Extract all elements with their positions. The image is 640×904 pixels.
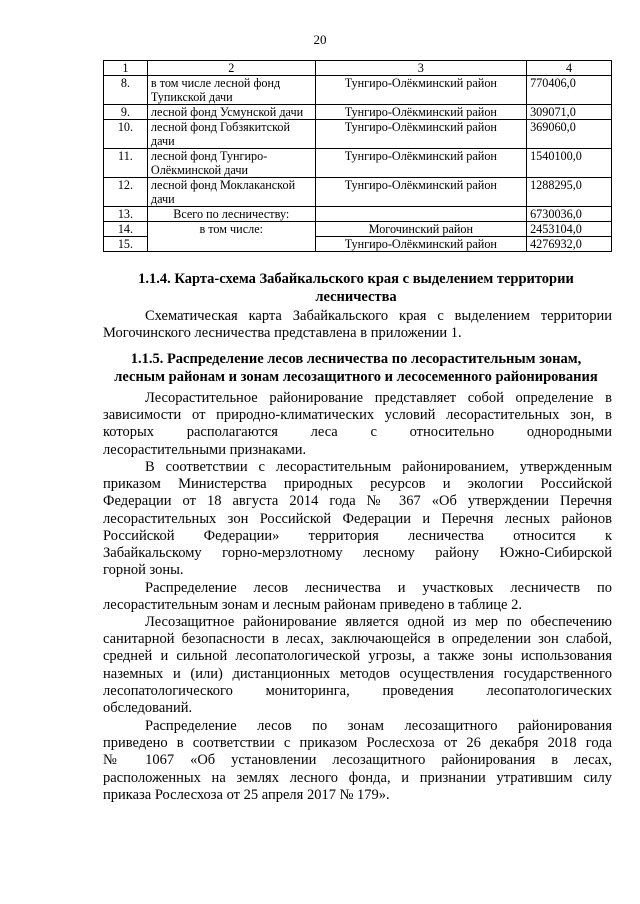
text-line: Лесорастительное районирование представляет собой определение в xyxy=(145,390,612,406)
text-line: приказа Рослесхоза от 25 апреля 2017 № 179». xyxy=(103,786,390,803)
row-district: Могочинский район xyxy=(315,222,527,237)
section-114-paragraph xyxy=(103,308,612,342)
page-number: 20 xyxy=(313,32,327,47)
text-line: приведено в соответствии с приказом Рослесхоза от 26 декабря 2018 года xyxy=(103,735,612,752)
row-area: 4276932,0 xyxy=(527,237,612,252)
row-name: в том числе: xyxy=(147,222,315,252)
row-area: 309071,0 xyxy=(527,105,612,120)
paragraph-ministry-order xyxy=(103,459,612,579)
text-line: лесорастительных зон Российской Федерации и Перечня лесных районов xyxy=(103,510,612,527)
text-line: Распределение лесов по зонам лесозащитного районирования xyxy=(145,718,612,734)
row-district: Тунгиро-Олёкминский район xyxy=(315,76,527,105)
table-header-row xyxy=(104,61,612,76)
text-line: средней и сильной лесопатологической угрозы, а также зоны использования xyxy=(103,648,612,665)
row-district xyxy=(315,207,527,222)
row-number: 8. xyxy=(104,76,148,105)
text-line: которых располагаются леса с относительно однородными xyxy=(103,424,612,441)
row-area: 369060,0 xyxy=(527,120,612,149)
row-area: 1540100,0 xyxy=(527,149,612,178)
row-district: Тунгиро-Олёкминский район xyxy=(315,149,527,178)
text-line: В соответствии с лесорастительным районированием, утвержденным xyxy=(145,459,612,475)
text-line: лесорастительными признаками. xyxy=(103,441,307,458)
text-line: Лесозащитное районирование является одной из мер по обеспечению xyxy=(145,614,612,630)
text-line: № 1067 «Об установлении лесозащитного районирования в лесах, xyxy=(103,752,612,769)
text-line: Схематическая карта Забайкальского края с выделением территории xyxy=(145,308,612,324)
row-name: лесной фонд Моклаканской дачи xyxy=(147,178,315,207)
header-cell: 4 xyxy=(527,61,612,76)
heading-line: лесничества xyxy=(315,289,397,305)
row-district: Тунгиро-Олёкминский район xyxy=(315,237,527,252)
row-number: 11. xyxy=(104,149,148,178)
row-name: лесной фонд Тунгиро-Олёкминской дачи xyxy=(147,149,315,178)
section-115-heading xyxy=(96,350,616,386)
text-line: расположенных на землях лесного фонда, и признании утратившим силу xyxy=(103,769,612,786)
table-row xyxy=(104,222,612,237)
text-line: санитарной безопасности в лесах, заключающейся в определении зон слабой, xyxy=(103,631,612,648)
row-district: Тунгиро-Олёкминский район xyxy=(315,120,527,149)
text-line: лесопатологического мониторинга, проведения лесопатологических xyxy=(103,682,612,699)
row-number: 13. xyxy=(104,207,148,222)
table-row xyxy=(104,120,612,149)
row-district: Тунгиро-Олёкминский район xyxy=(315,178,527,207)
text-line: Могочинского лесничества представлена в приложении 1. xyxy=(103,325,462,342)
row-number: 14. xyxy=(104,222,148,237)
row-area: 2453104,0 xyxy=(527,222,612,237)
text-line: Распределение лесов лесничества и участковых лесничеств по xyxy=(145,580,612,596)
row-area: 770406,0 xyxy=(527,76,612,105)
heading-line: 1.1.4. Карта-схема Забайкальского края с выделением территории xyxy=(138,271,574,287)
text-line: Забайкальскому горно-мерзлотному лесному району Южно-Сибирской xyxy=(103,544,612,561)
row-district: Тунгиро-Олёкминский район xyxy=(315,105,527,120)
row-number: 12. xyxy=(104,178,148,207)
row-number: 9. xyxy=(104,105,148,120)
heading-line: 1.1.5. Распределение лесов лесничества по лесорастительным зонам, xyxy=(130,351,582,367)
header-cell: 3 xyxy=(315,61,527,76)
header-cell: 1 xyxy=(104,61,148,76)
row-number: 15. xyxy=(104,237,148,252)
row-area: 6730036,0 xyxy=(527,207,612,222)
heading-line: лесным районам и зонам лесозащитного и лесосеменного районирования xyxy=(114,369,598,385)
text-line: лесорастительным зонам и лесным районам приведено в таблице 2. xyxy=(103,597,522,614)
row-area: 1288295,0 xyxy=(527,178,612,207)
text-line: приказом Министерства природных ресурсов и экологии Российской xyxy=(103,476,612,493)
text-line: горной зоны. xyxy=(103,562,184,579)
text-line: Федерации от 18 августа 2014 года № 367 «Об утверждении Перечня xyxy=(103,493,612,510)
text-line: обследований. xyxy=(103,699,193,716)
table-row xyxy=(104,105,612,120)
row-name: Всего по лесничеству: xyxy=(147,207,315,222)
paragraph-protective-zoning xyxy=(103,614,612,717)
section-114-heading xyxy=(96,270,616,306)
table-row xyxy=(104,149,612,178)
paragraph-zoning-definition xyxy=(103,390,612,459)
text-line: наземных и (или) дистанционных методов осуществления государственного xyxy=(103,665,612,682)
row-name: лесной фонд Гобзякитской дачи xyxy=(147,120,315,149)
forest-fund-table xyxy=(103,60,612,252)
header-cell: 2 xyxy=(147,61,315,76)
text-line: зависимости от природно-климатических условий лесорастительных зон, в xyxy=(103,407,612,424)
table-row-total xyxy=(104,207,612,222)
text-line: Российской Федерации» территория лесничества относится к xyxy=(103,527,612,544)
row-name: лесной фонд Усмунской дачи xyxy=(147,105,315,120)
row-number: 10. xyxy=(104,120,148,149)
table-row xyxy=(104,76,612,105)
paragraph-rosleshoz-order xyxy=(103,718,612,804)
table-row xyxy=(104,178,612,207)
row-name: в том числе лесной фонд Тупикской дачи xyxy=(147,76,315,105)
paragraph-table-reference xyxy=(103,580,612,614)
